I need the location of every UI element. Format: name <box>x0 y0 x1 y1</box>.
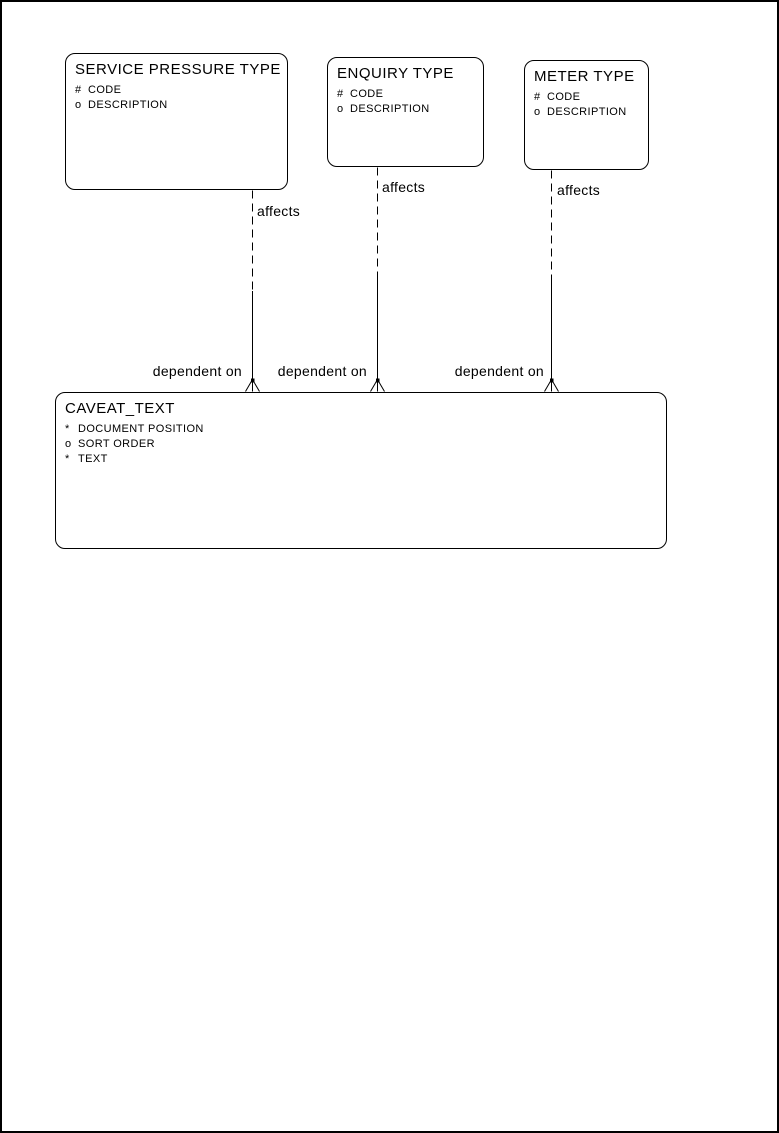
entity-title: ENQUIRY TYPE <box>337 65 454 82</box>
attribute-row <box>534 105 648 120</box>
relationship-line-enquiry-type-caveat-text[interactable] <box>371 168 385 392</box>
attribute-row <box>75 98 287 113</box>
attribute-row <box>75 83 287 98</box>
attribute-name: SORT ORDER <box>78 438 155 450</box>
relationship-label-affects-1: affects <box>257 203 301 219</box>
attribute-marker: o <box>534 106 541 118</box>
attribute-name: DOCUMENT POSITION <box>78 423 204 435</box>
attribute-name: DESCRIPTION <box>350 103 430 115</box>
attribute-list <box>56 422 666 467</box>
attribute-name: DESCRIPTION <box>547 106 627 118</box>
attribute-marker: # <box>534 91 541 103</box>
relationship-label-affects-2: affects <box>382 179 426 195</box>
attribute-row <box>65 437 666 452</box>
attribute-marker: o <box>75 99 82 111</box>
attribute-list <box>525 90 648 120</box>
relationship-line-service-pressure-type-caveat-text[interactable] <box>246 191 260 392</box>
attribute-list <box>328 87 483 117</box>
attribute-name: DESCRIPTION <box>88 99 168 111</box>
attribute-row <box>337 102 483 117</box>
attribute-marker: # <box>75 84 82 96</box>
attribute-marker: # <box>337 88 344 100</box>
relationship-label-affects-3: affects <box>557 182 601 198</box>
attribute-row <box>534 90 648 105</box>
attribute-list <box>66 83 287 113</box>
entity-service-pressure-type[interactable] <box>65 53 288 190</box>
entity-caveat-text[interactable] <box>55 392 667 549</box>
attribute-name: TEXT <box>78 453 108 465</box>
entity-meter-type[interactable] <box>524 60 649 170</box>
attribute-row <box>337 87 483 102</box>
attribute-name: CODE <box>88 84 122 96</box>
entity-enquiry-type[interactable] <box>327 57 484 167</box>
relationship-label-dependent-on-3: dependent on <box>454 363 544 379</box>
attribute-name: CODE <box>350 88 384 100</box>
attribute-row <box>65 422 666 437</box>
relationship-label-dependent-on-2: dependent on <box>277 363 367 379</box>
attribute-marker: o <box>337 103 344 115</box>
attribute-marker: * <box>65 453 70 465</box>
attribute-marker: * <box>65 423 70 435</box>
attribute-row <box>65 452 666 467</box>
entity-title: CAVEAT_TEXT <box>65 400 175 417</box>
entity-title: METER TYPE <box>534 68 635 85</box>
attribute-marker: o <box>65 438 72 450</box>
attribute-name: CODE <box>547 91 581 103</box>
entity-title: SERVICE PRESSURE TYPE <box>75 61 281 78</box>
relationship-line-meter-type-caveat-text[interactable] <box>545 171 559 392</box>
relationship-label-dependent-on-1: dependent on <box>152 363 242 379</box>
